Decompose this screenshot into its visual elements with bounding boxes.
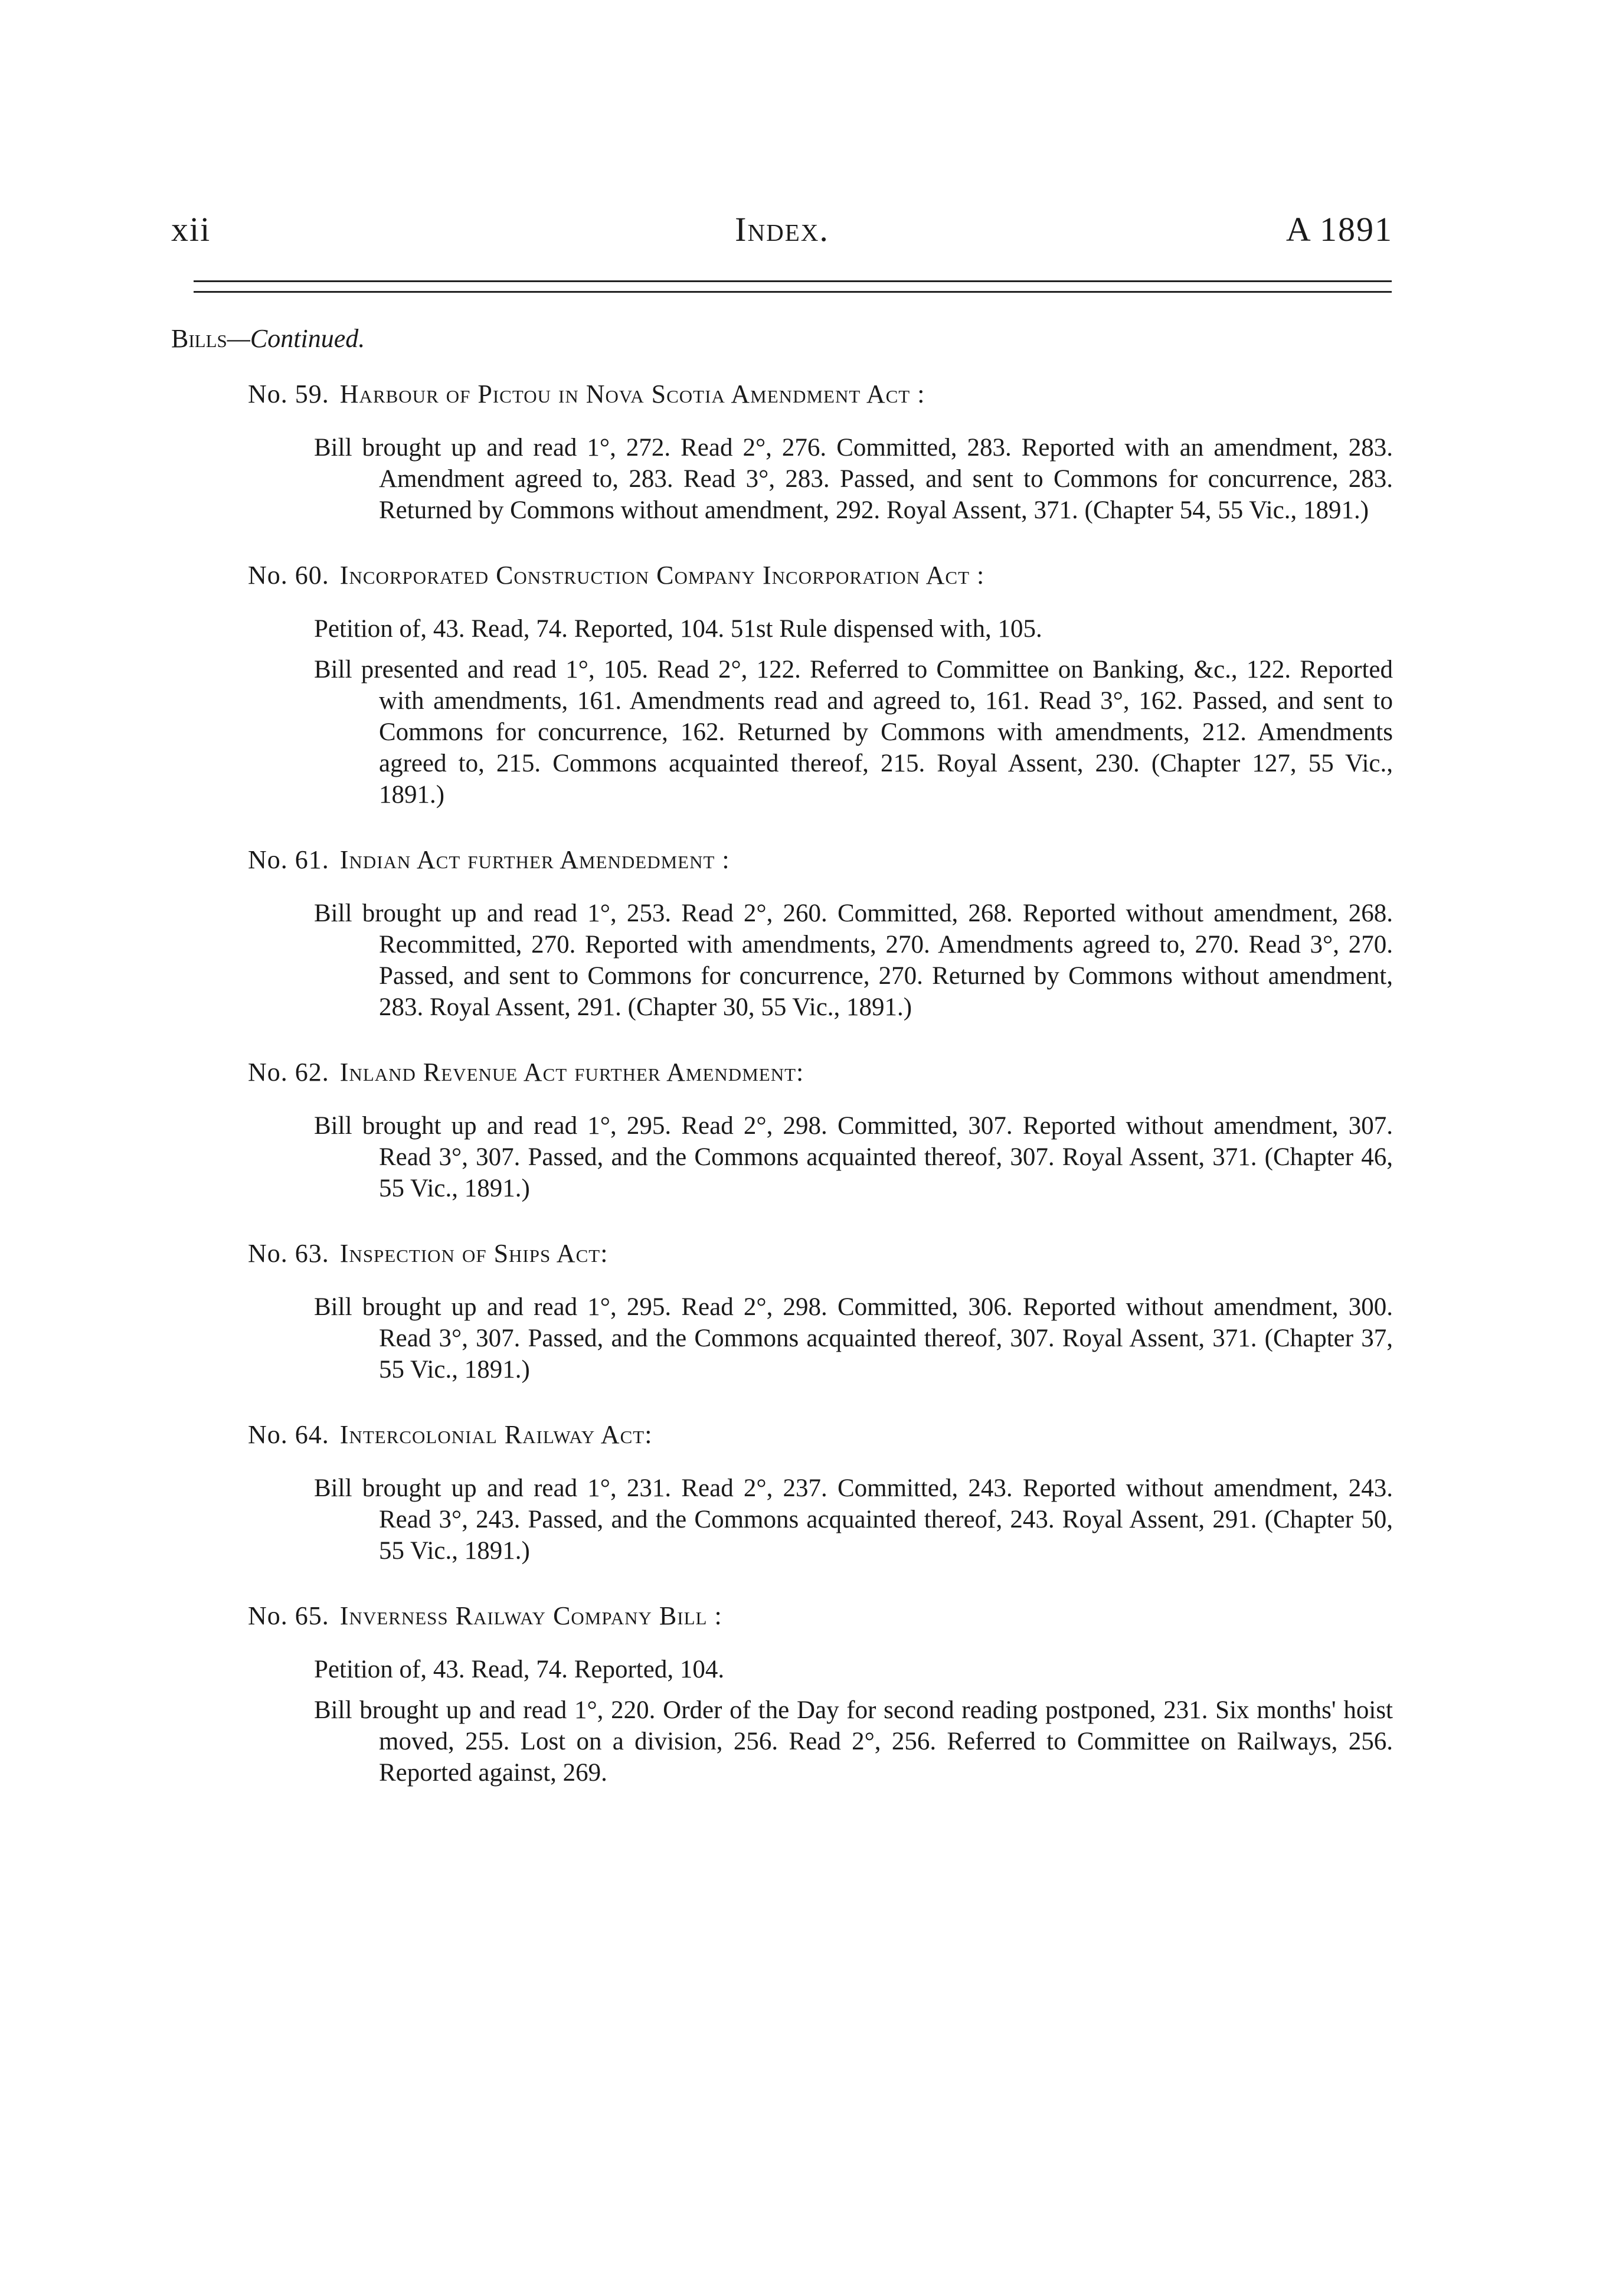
entry-title bbox=[248, 1056, 1393, 1089]
index-entry bbox=[248, 378, 1393, 526]
entry-number: No. 62. bbox=[248, 1058, 329, 1087]
entry-title bbox=[248, 1600, 1393, 1633]
entry-number: No. 64. bbox=[248, 1420, 329, 1449]
continued-label: —Continued. bbox=[227, 324, 365, 353]
index-entry bbox=[248, 1418, 1393, 1566]
entry-heading: Harbour of Pictou in Nova Scotia Amendment Act : bbox=[339, 380, 925, 408]
entry-paragraph: Bill presented and read 1°, 105. Read 2°, 122. Referred to Committee on Banking, &c., 122. Reported with amendments, 161. Amendments read and agreed to, 161. Read 3°, 162. Passed, and sent to Commons for concurrence, 162. Returned by Commons with amendments, 212. Amendments agreed to, 215. Commons acquainted thereof, 215. Royal Assent, 230. (Chapter 127, 55 Vic., 1891.) bbox=[314, 656, 1393, 809]
entry-paragraph: Bill brought up and read 1°, 272. Read 2°, 276. Committed, 283. Reported with an amendment, 283. Amendment agreed to, 283. Read 3°, 283. Passed, and sent to Commons for concurrence, 283. Returned by Commons without amendment, 292. Royal Assent, 371. (Chapter 54, 55 Vic., 1891.) bbox=[314, 434, 1393, 524]
entry-paragraph: Petition of, 43. Read, 74. Reported, 104. 51st Rule dispensed with, 105. bbox=[314, 615, 1042, 643]
entry-heading: Indian Act further Amendedment : bbox=[339, 845, 730, 874]
index-entries bbox=[248, 378, 1393, 1821]
entry-title bbox=[248, 378, 1393, 411]
index-entry bbox=[248, 843, 1393, 1023]
entry-title bbox=[248, 843, 1393, 876]
entry-paragraph: Petition of, 43. Read, 74. Reported, 104. bbox=[314, 1656, 725, 1683]
running-title: Index. bbox=[735, 210, 829, 248]
entry-number: No. 65. bbox=[248, 1601, 329, 1630]
entry-paragraph: Bill brought up and read 1°, 295. Read 2°, 298. Committed, 306. Reported without amendment, 300. Read 3°, 307. Passed, and the Commons acquainted thereof, 307. Royal Assent, 371. (Chapter 37, 55 Vic., 1891.) bbox=[314, 1293, 1393, 1384]
entry-title bbox=[248, 559, 1393, 592]
entry-title bbox=[248, 1237, 1393, 1270]
section-heading bbox=[171, 323, 365, 354]
index-entry bbox=[248, 1237, 1393, 1385]
entry-number: No. 60. bbox=[248, 561, 329, 590]
entry-paragraph: Bill brought up and read 1°, 253. Read 2°, 260. Committed, 268. Reported without amendment, 268. Recommitted, 270. Reported with amendments, 270. Amendments agreed to, 270. Read 3°, 270. Passed, and sent to Commons for concurrence, 270. Returned by Commons without amendment, 283. Royal Assent, 291. (Chapter 30, 55 Vic., 1891.) bbox=[314, 900, 1393, 1021]
header-rule-top bbox=[194, 280, 1392, 282]
index-entry bbox=[248, 559, 1393, 810]
entry-heading: Inspection of Ships Act: bbox=[339, 1239, 609, 1268]
entry-title bbox=[248, 1418, 1393, 1451]
volume-year: A 1891 bbox=[1285, 210, 1393, 248]
index-entry bbox=[248, 1600, 1393, 1788]
entry-heading: Inverness Railway Company Bill : bbox=[339, 1601, 722, 1630]
entry-heading: Incorporated Construction Company Incorporation Act : bbox=[339, 561, 985, 590]
entry-paragraph: Bill brought up and read 1°, 220. Order of the Day for second reading postponed, 231. Six months' hoist moved, 255. Lost on a division, 256. Read 2°, 256. Referred to Committee on Railways, 256. Reported against, 269. bbox=[314, 1696, 1393, 1787]
entry-paragraph: Bill brought up and read 1°, 295. Read 2°, 298. Committed, 307. Reported without amendment, 307. Read 3°, 307. Passed, and the Commons acquainted thereof, 307. Royal Assent, 371. (Chapter 46, 55 Vic., 1891.) bbox=[314, 1112, 1393, 1202]
header-rule-bottom bbox=[194, 291, 1392, 293]
entry-paragraph: Bill brought up and read 1°, 231. Read 2°, 237. Committed, 243. Reported without amendment, 243. Read 3°, 243. Passed, and the Commons acquainted thereof, 243. Royal Assent, 291. (Chapter 50, 55 Vic., 1891.) bbox=[314, 1474, 1393, 1565]
index-entry bbox=[248, 1056, 1393, 1204]
section-label: Bills bbox=[171, 324, 227, 353]
entry-number: No. 59. bbox=[248, 380, 329, 408]
page-header bbox=[171, 210, 1393, 263]
entry-heading: Inland Revenue Act further Amendment: bbox=[339, 1058, 804, 1087]
page-number: xii bbox=[171, 210, 211, 248]
entry-number: No. 63. bbox=[248, 1239, 329, 1268]
entry-heading: Intercolonial Railway Act: bbox=[339, 1420, 653, 1449]
entry-number: No. 61. bbox=[248, 845, 329, 874]
